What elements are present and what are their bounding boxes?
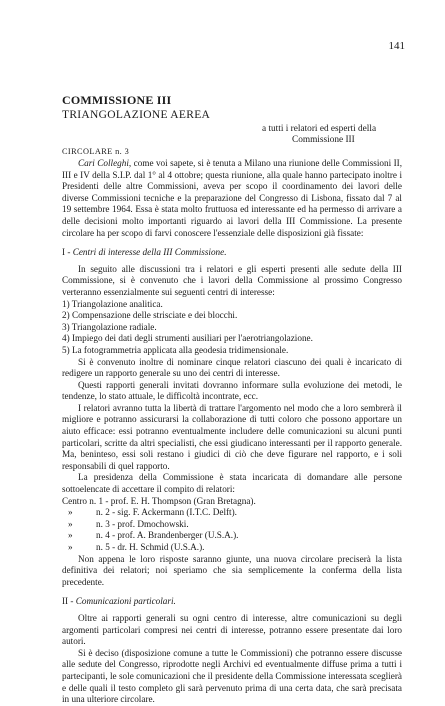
paragraph: La presidenza della Commissione è stata incaricata di domandare alle persone sottoelencate di accettare il compito di relatori: <box>62 472 402 495</box>
center-rapporteur: n. 2 - sig. F. Ackermann (I.T.C. Delft). <box>96 507 237 518</box>
intro-text: , come voi sapete, si è tenuta a Milano una riunione delle Commissioni II, III e IV della S.I.P. dal 1° al 4 ottobre; questa riunione, alla quale hanno partecipato inoltre i Presidenti delle altre Commissioni, aveva per scopo il coordinamento dei lavori delle diverse Commissioni tecniche e la preparazione del Congresso di Lisbona, fissato dal 7 al 19 settembre 1964. Essa è stata molto fruttuosa ed interessante ed ha permesso di arrivare a delle decisioni molto importanti riguardo ai lavori della III Commissione. La presente circolare ha per scopo di farvi conoscere l'essenziale delle disposizioni già fissate: <box>62 158 402 238</box>
list-item <box>62 519 402 531</box>
paragraph: Non appena le loro risposte saranno giunte, una nuova circolare preciserà la lista definitiva dei relatori; noi speriamo che sia semplicemente la conferma della lista precedente. <box>62 553 402 587</box>
list-item <box>62 496 402 508</box>
list-item: 5) La fotogrammetria applicata alla geodesia tridimensionale. <box>62 344 289 355</box>
addressee-block <box>262 124 402 146</box>
salutation: Cari Colleghi <box>78 158 129 168</box>
paragraph: Si è convenuto inoltre di nominare cinque relatori ciascuno dei quali è incaricato di redigere un rapporto generale su uno dei centri di interesse. <box>62 356 402 379</box>
list-item: 1) Triangolazione analitica. <box>62 298 163 309</box>
circular-number: CIRCOLARE n. 3 <box>62 147 130 156</box>
list-item <box>62 507 402 519</box>
rapporteurs-list <box>62 496 402 554</box>
ditto-mark: » <box>68 518 73 529</box>
paragraph: Questi rapporti generali invitati dovranno informare sulla evoluzione dei metodi, le tendenze, lo stato attuale, le difficoltà incontrate, ecc. <box>62 379 402 402</box>
interest-centers-list <box>62 299 402 357</box>
section-1-heading <box>62 247 402 259</box>
commission-heading: COMMISSIONE III <box>62 93 172 107</box>
commission-subheading: TRIANGOLAZIONE AEREA <box>62 109 211 121</box>
addressee-line: Commissione III <box>292 135 355 145</box>
center-label: Centro n. 1 <box>62 495 104 506</box>
center-rapporteur: n. 3 - prof. Dmochowski. <box>96 518 189 529</box>
ditto-mark: » <box>68 507 73 518</box>
list-item: 4) Impiego dei dati degli strumenti ausiliari per l'aerotriangolazione. <box>62 333 313 344</box>
list-item <box>62 530 402 542</box>
section-title: Comunicazioni particolari. <box>75 596 176 607</box>
center-rapporteur: n. 4 - prof. A. Brandenberger (U.S.A.). <box>96 530 239 541</box>
center-rapporteur: n. 5 - dr. H. Schmid (U.S.A.). <box>96 542 205 552</box>
section-number: I - <box>62 247 73 258</box>
list-item: 3) Triangolazione radiale. <box>62 321 157 332</box>
intro-paragraph <box>62 158 402 239</box>
paragraph: Si è deciso (disposizione comune a tutte le Commissioni) che potranno essere discusse alle sedute del Congresso, riprodotte negli Archivi ed eventualmente diffuse prima a tutti i partecipanti, le sole comunicazioni che il presidente della Commissione interessata sceglierà e delle quali il testo completo gli sarà pervenuto prima di una certa data, che sarà precisata in una ulteriore circolare. <box>62 647 402 705</box>
paragraph: Oltre ai rapporti generali su ogni centro di interesse, altre comunicazioni su degli argomenti particolari compresi nei centri di interesse, potranno essere presentate dai loro autori. <box>62 612 402 647</box>
ditto-mark: » <box>68 530 73 541</box>
addressee-line: a tutti i relatori ed esperti della <box>262 124 377 134</box>
ditto-mark: » <box>68 542 73 552</box>
list-item: 2) Compensazione delle strisciate e dei blocchi. <box>62 310 238 321</box>
paragraph: I relatori avranno tutta la libertà di trattare l'argomento nel modo che a loro sembrerà il migliore e potranno assicurarsi la collaborazione di tutti coloro che possono apportare un aiuto efficace: essi potranno eventualmente includere delle comunicazioni su alcuni punti particolari, scritte da altri specialisti, che essi giudicano interessanti per il rapporto generale. Ma, beninteso, essi soli restano i giudici di ciò che deve figurare nel rapporto, e i soli responsabili di quel rapporto. <box>62 402 402 471</box>
page-number: 141 <box>388 40 405 52</box>
section-title: Centri di interesse della III Commissione. <box>72 247 227 258</box>
letter-body <box>62 158 402 706</box>
list-item <box>62 542 402 554</box>
center-rapporteur: - prof. E. H. Thompson (Gran Bretagna). <box>103 495 256 506</box>
paragraph: In seguito alle discussioni tra i relatori e gli esperti presenti alle sedute della III Commissione, si è convenuto che i lavori della Commissione al prossimo Congresso verteranno essenzialmente sui seguenti centri di interesse: <box>62 263 402 297</box>
section-number: II - <box>62 596 76 607</box>
section-2-heading <box>62 596 402 608</box>
